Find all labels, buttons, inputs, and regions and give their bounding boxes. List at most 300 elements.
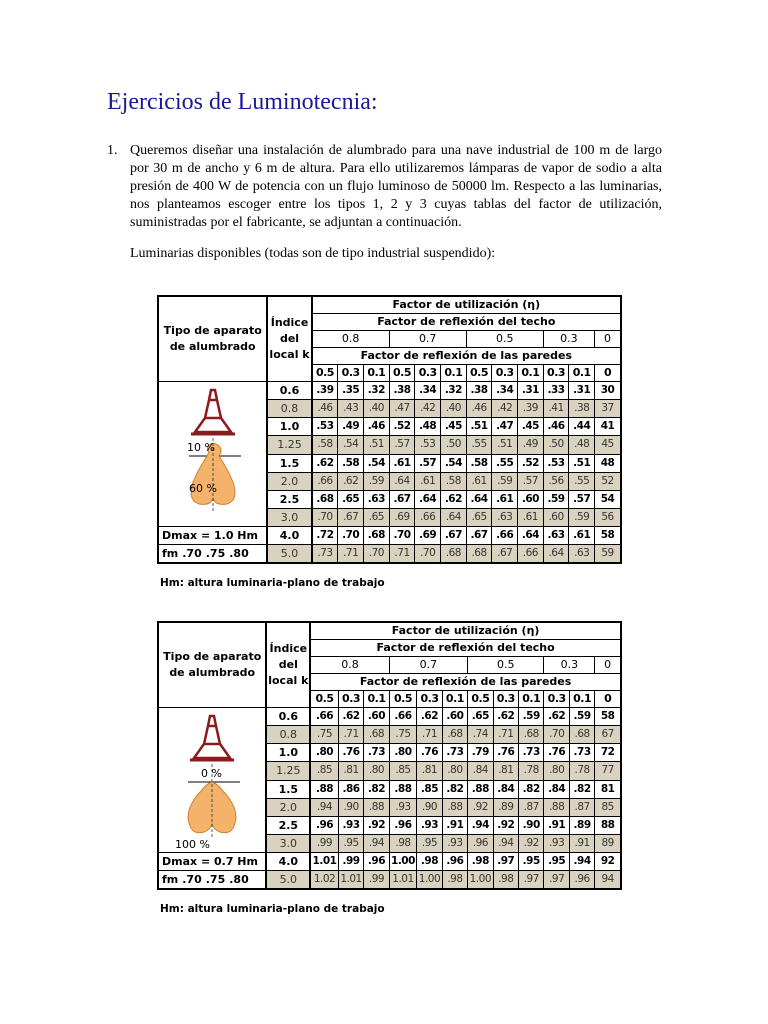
table-cell: .33 xyxy=(543,382,569,400)
k-value: 0.8 xyxy=(267,400,311,418)
table-cell: .38 xyxy=(389,382,415,400)
table-cell: .84 xyxy=(468,762,493,780)
table-cell: .76 xyxy=(338,744,363,762)
techo-value: 0.3 xyxy=(543,331,594,348)
table-cell: .61 xyxy=(389,454,415,472)
table-cell: .67 xyxy=(338,508,364,526)
table-cell: .71 xyxy=(338,545,364,564)
pared-value: 0.5 xyxy=(389,365,415,382)
pared-value: 0.3 xyxy=(492,365,518,382)
k-value: 2.5 xyxy=(266,816,310,834)
table-cell: .71 xyxy=(389,545,415,564)
table-cell: .73 xyxy=(364,744,389,762)
table-cell: .32 xyxy=(441,382,467,400)
table-cell: .95 xyxy=(544,853,569,871)
table-cell: .49 xyxy=(518,436,544,454)
table-cell: .69 xyxy=(389,508,415,526)
k-value: 0.6 xyxy=(266,708,310,726)
table-cell: .98 xyxy=(493,871,518,890)
table-cell: .93 xyxy=(389,798,417,816)
table-cell: .75 xyxy=(310,726,338,744)
table-cell: .96 xyxy=(364,853,389,871)
k-value: 5.0 xyxy=(267,545,311,564)
table-cell: .63 xyxy=(569,545,595,564)
techo-value: 0.7 xyxy=(389,657,467,674)
table-cell: .31 xyxy=(569,382,595,400)
techo-value: 0.5 xyxy=(466,331,543,348)
table-cell: .88 xyxy=(442,798,467,816)
k-value: 3.0 xyxy=(266,834,310,852)
table-cell: .74 xyxy=(468,726,493,744)
k-value: 5.0 xyxy=(266,871,310,890)
table-cell: .97 xyxy=(544,871,569,890)
table-cell: .66 xyxy=(310,708,338,726)
pared-value: 0.3 xyxy=(338,691,363,708)
pared-value: 0.5 xyxy=(310,691,338,708)
table-cell: .90 xyxy=(338,798,363,816)
table-cell: .96 xyxy=(569,871,594,890)
table-cell: .46 xyxy=(312,400,338,418)
table-cell: .95 xyxy=(519,853,544,871)
factor-utilizacion-header: Factor de utilización (η) xyxy=(312,296,621,314)
table-cell: .94 xyxy=(310,798,338,816)
table-cell: .81 xyxy=(338,762,363,780)
table-cell: .61 xyxy=(569,527,595,545)
table-cell: .39 xyxy=(312,382,338,400)
table-cell: .73 xyxy=(312,545,338,564)
table-cell: 1.00 xyxy=(389,853,417,871)
table-cell: .54 xyxy=(338,436,364,454)
table-cell: 1.01 xyxy=(338,871,363,890)
table-cell: .57 xyxy=(389,436,415,454)
table-cell: .72 xyxy=(312,527,338,545)
table-cell: .62 xyxy=(544,708,569,726)
pared-value: 0.1 xyxy=(569,365,595,382)
table-cell: .87 xyxy=(519,798,544,816)
table-footnote: Hm: altura luminaria-plano de trabajo xyxy=(160,903,385,915)
table-cell: .31 xyxy=(518,382,544,400)
table-cell: .91 xyxy=(442,816,467,834)
col-indice-header: Índice del local k xyxy=(267,296,311,382)
table-cell: .70 xyxy=(544,726,569,744)
table-cell: .66 xyxy=(518,545,544,564)
table-cell: .82 xyxy=(364,780,389,798)
table-cell: .70 xyxy=(389,527,415,545)
table-cell: .90 xyxy=(519,816,544,834)
k-value: 0.8 xyxy=(266,726,310,744)
table-cell: .62 xyxy=(312,454,338,472)
table-cell: 1.00 xyxy=(417,871,442,890)
table-cell: .53 xyxy=(312,418,338,436)
table-cell: .76 xyxy=(417,744,442,762)
table-cell: 88 xyxy=(595,816,621,834)
table-cell: .63 xyxy=(364,490,390,508)
table-cell: .45 xyxy=(518,418,544,436)
table-cell: .76 xyxy=(544,744,569,762)
col-tipo-header: Tipo de aparato de alumbrado xyxy=(158,622,266,708)
table-cell: .69 xyxy=(415,527,441,545)
table-cell: 92 xyxy=(595,853,621,871)
pared-value: 0 xyxy=(595,691,621,708)
k-value: 3.0 xyxy=(267,508,311,526)
table-cell: .70 xyxy=(415,545,441,564)
table-cell: .99 xyxy=(338,853,363,871)
table-cell: 77 xyxy=(595,762,621,780)
table-cell: .98 xyxy=(389,834,417,852)
table-cell: .38 xyxy=(466,382,492,400)
table-cell: 1.02 xyxy=(310,871,338,890)
table-cell: .67 xyxy=(389,490,415,508)
table-cell: .81 xyxy=(493,762,518,780)
table-cell: .67 xyxy=(466,527,492,545)
table-cell: .68 xyxy=(364,527,390,545)
table-cell: .73 xyxy=(569,744,594,762)
factor-paredes-header: Factor de reflexión de las paredes xyxy=(310,674,621,691)
pct-top-label: 0 % xyxy=(201,767,222,780)
table-cell: .92 xyxy=(519,834,544,852)
table-cell: .39 xyxy=(518,400,544,418)
table-cell: .54 xyxy=(441,454,467,472)
table-cell: .98 xyxy=(442,871,467,890)
table-cell: 37 xyxy=(595,400,621,418)
table-cell: .58 xyxy=(441,472,467,490)
table-cell: .40 xyxy=(441,400,467,418)
table-cell: .79 xyxy=(468,744,493,762)
fm-cell xyxy=(158,871,266,890)
pared-value: 0.1 xyxy=(569,691,594,708)
table-cell: .61 xyxy=(518,508,544,526)
table-cell: .67 xyxy=(441,527,467,545)
techo-value: 0 xyxy=(595,657,621,674)
table-cell: .48 xyxy=(415,418,441,436)
table-cell: .65 xyxy=(468,708,493,726)
table-cell: .85 xyxy=(417,780,442,798)
table-cell: 85 xyxy=(595,798,621,816)
table-cell: .59 xyxy=(364,472,390,490)
table-cell: .64 xyxy=(389,472,415,490)
table-cell: .97 xyxy=(493,853,518,871)
table-cell: .34 xyxy=(415,382,441,400)
table-cell: .65 xyxy=(364,508,390,526)
table-cell: .88 xyxy=(389,780,417,798)
table-cell: .46 xyxy=(543,418,569,436)
col-indice-header: Índice del local k xyxy=(266,622,310,708)
table-cell: .51 xyxy=(466,418,492,436)
table-cell: 1.00 xyxy=(468,871,493,890)
pared-value: 0.3 xyxy=(415,365,441,382)
table-cell: .75 xyxy=(389,726,417,744)
factor-paredes-header: Factor de reflexión de las paredes xyxy=(312,348,621,365)
pared-value: 0.1 xyxy=(519,691,544,708)
table-cell: .42 xyxy=(492,400,518,418)
table-cell: .53 xyxy=(415,436,441,454)
table-cell: 52 xyxy=(595,472,621,490)
page-title: Ejercicios de Luminotecnia: xyxy=(107,89,378,115)
table-cell: .94 xyxy=(364,834,389,852)
table-cell: .66 xyxy=(415,508,441,526)
pared-value: 0.1 xyxy=(442,691,467,708)
table-cell: .66 xyxy=(492,527,518,545)
table-cell: 30 xyxy=(595,382,621,400)
table-cell: .66 xyxy=(312,472,338,490)
fm-label: fm xyxy=(162,547,179,560)
luminaire-diagram-icon xyxy=(165,382,261,532)
table-cell: .57 xyxy=(415,454,441,472)
fm-value: .80 xyxy=(229,873,249,886)
fm-label: fm xyxy=(162,873,179,886)
utilization-table xyxy=(157,621,622,890)
table-cell: .98 xyxy=(468,853,493,871)
k-value: 1.5 xyxy=(267,454,311,472)
exercise-number: 1. xyxy=(107,143,118,158)
table-cell: .68 xyxy=(442,726,467,744)
table-cell: .45 xyxy=(441,418,467,436)
table-cell: .58 xyxy=(338,454,364,472)
table-cell: .61 xyxy=(492,490,518,508)
table-cell: .88 xyxy=(310,780,338,798)
table-cell: .38 xyxy=(569,400,595,418)
k-value: 4.0 xyxy=(267,527,311,545)
table-cell: .35 xyxy=(338,382,364,400)
table-cell: .80 xyxy=(544,762,569,780)
pared-value: 0.5 xyxy=(468,691,493,708)
table-cell: .68 xyxy=(569,726,594,744)
k-value: 2.5 xyxy=(267,490,311,508)
luminaire-cell xyxy=(158,382,267,527)
table-cell: .71 xyxy=(417,726,442,744)
table-cell: .93 xyxy=(442,834,467,852)
table-cell: .96 xyxy=(310,816,338,834)
techo-value: 0.8 xyxy=(310,657,389,674)
pared-value: 0.3 xyxy=(338,365,364,382)
table-cell: .94 xyxy=(569,853,594,871)
table-cell: .99 xyxy=(310,834,338,852)
table-cell: .66 xyxy=(389,708,417,726)
table-cell: .50 xyxy=(441,436,467,454)
table-cell: .61 xyxy=(415,472,441,490)
table-cell: .93 xyxy=(417,816,442,834)
table-cell: 54 xyxy=(595,490,621,508)
table-cell: .62 xyxy=(338,472,364,490)
table-cell: .90 xyxy=(417,798,442,816)
table-cell: 89 xyxy=(595,834,621,852)
table-cell: .92 xyxy=(468,798,493,816)
fm-value: .75 xyxy=(205,873,226,886)
table-cell: .55 xyxy=(466,436,492,454)
table-cell: .47 xyxy=(492,418,518,436)
table-cell: .41 xyxy=(543,400,569,418)
table-cell: .76 xyxy=(493,744,518,762)
table-cell: 72 xyxy=(595,744,621,762)
table-cell: 41 xyxy=(595,418,621,436)
table-cell: .47 xyxy=(389,400,415,418)
pared-value: 0.3 xyxy=(417,691,442,708)
table-cell: .70 xyxy=(338,527,364,545)
table-cell: .71 xyxy=(338,726,363,744)
table-cell: .89 xyxy=(493,798,518,816)
table-cell: .89 xyxy=(569,816,594,834)
fm-value: .75 xyxy=(205,547,226,560)
table-cell: .51 xyxy=(569,454,595,472)
table-cell: .46 xyxy=(364,418,390,436)
pct-bottom-label: 60 % xyxy=(189,482,217,495)
pared-value: 0.3 xyxy=(543,365,569,382)
factor-techo-header: Factor de reflexión del techo xyxy=(310,640,621,657)
table-cell: .91 xyxy=(569,834,594,852)
table-cell: .88 xyxy=(364,798,389,816)
table-cell: 58 xyxy=(595,527,621,545)
table-cell: .57 xyxy=(518,472,544,490)
table-cell: .68 xyxy=(466,545,492,564)
pct-bottom-label: 100 % xyxy=(175,838,210,851)
table-row xyxy=(158,545,621,564)
techo-value: 0.3 xyxy=(544,657,595,674)
table-cell: .96 xyxy=(389,816,417,834)
col-tipo-header: Tipo de aparato de alumbrado xyxy=(158,296,267,382)
techo-value: 0.7 xyxy=(389,331,466,348)
table-cell: .43 xyxy=(338,400,364,418)
table-cell: .57 xyxy=(569,490,595,508)
table-cell: .60 xyxy=(364,708,389,726)
fm-value: .70 xyxy=(182,873,202,886)
table-cell: .80 xyxy=(364,762,389,780)
table-cell: .63 xyxy=(543,527,569,545)
k-value: 1.25 xyxy=(267,436,311,454)
table-cell: .59 xyxy=(519,708,544,726)
table-cell: .40 xyxy=(364,400,390,418)
table-cell: .93 xyxy=(544,834,569,852)
table-cell: .78 xyxy=(519,762,544,780)
factor-utilizacion-header: Factor de utilización (η) xyxy=(310,622,621,640)
table-row xyxy=(158,382,621,400)
table-row xyxy=(158,871,621,890)
table-cell: .58 xyxy=(312,436,338,454)
pared-value: 0.1 xyxy=(364,691,389,708)
table-cell: .71 xyxy=(493,726,518,744)
luminaire-cell xyxy=(158,708,266,853)
factor-techo-header: Factor de reflexión del techo xyxy=(312,314,621,331)
table-cell: .80 xyxy=(389,744,417,762)
table-cell: .56 xyxy=(543,472,569,490)
table-cell: .99 xyxy=(364,871,389,890)
table-cell: .58 xyxy=(466,454,492,472)
pared-value: 0.5 xyxy=(466,365,492,382)
table-cell: .62 xyxy=(493,708,518,726)
table-cell: .82 xyxy=(442,780,467,798)
pared-value: 0.3 xyxy=(493,691,518,708)
table-cell: .64 xyxy=(466,490,492,508)
table-cell: .70 xyxy=(364,545,390,564)
table-cell: .84 xyxy=(493,780,518,798)
table-cell: .64 xyxy=(518,527,544,545)
table-cell: .82 xyxy=(569,780,594,798)
table-cell: 94 xyxy=(595,871,621,890)
table-cell: .50 xyxy=(543,436,569,454)
table-cell: .34 xyxy=(492,382,518,400)
table-cell: .85 xyxy=(389,762,417,780)
table-cell: .84 xyxy=(544,780,569,798)
pared-value: 0.5 xyxy=(312,365,338,382)
table-cell: 59 xyxy=(595,545,621,564)
table-row xyxy=(158,708,621,726)
table-cell: .60 xyxy=(442,708,467,726)
table-cell: .85 xyxy=(310,762,338,780)
pared-value: 0.5 xyxy=(389,691,417,708)
table-cell: .68 xyxy=(519,726,544,744)
techo-value: 0.8 xyxy=(312,331,390,348)
table-cell: .61 xyxy=(466,472,492,490)
table-cell: .55 xyxy=(569,472,595,490)
table-cell: 56 xyxy=(595,508,621,526)
k-value: 1.5 xyxy=(266,780,310,798)
table-cell: .68 xyxy=(312,490,338,508)
table-cell: .49 xyxy=(338,418,364,436)
table-cell: .59 xyxy=(492,472,518,490)
k-value: 0.6 xyxy=(267,382,311,400)
table-cell: .42 xyxy=(415,400,441,418)
pared-value: 0.1 xyxy=(441,365,467,382)
table-cell: 1.01 xyxy=(310,853,338,871)
dmax-cell: Dmax = 1.0 Hm xyxy=(158,527,267,545)
table-cell: .62 xyxy=(338,708,363,726)
table-cell: .53 xyxy=(543,454,569,472)
table-cell: .97 xyxy=(519,871,544,890)
fm-value: .80 xyxy=(229,547,249,560)
k-value: 2.0 xyxy=(266,798,310,816)
table-cell: .98 xyxy=(417,853,442,871)
table-cell: .81 xyxy=(417,762,442,780)
table-cell: .60 xyxy=(543,508,569,526)
techo-value: 0 xyxy=(595,331,621,348)
table-cell: .92 xyxy=(493,816,518,834)
fm-cell xyxy=(158,545,267,564)
table-cell: .92 xyxy=(364,816,389,834)
table-cell: .65 xyxy=(338,490,364,508)
table-cell: 58 xyxy=(595,708,621,726)
table-cell: .80 xyxy=(442,762,467,780)
table-cell: .44 xyxy=(569,418,595,436)
table-cell: .87 xyxy=(569,798,594,816)
table-cell: .64 xyxy=(543,545,569,564)
table-cell: .94 xyxy=(493,834,518,852)
table-cell: .59 xyxy=(569,708,594,726)
table-cell: .46 xyxy=(466,400,492,418)
table-cell: .91 xyxy=(544,816,569,834)
table-cell: .64 xyxy=(441,508,467,526)
table-cell: .96 xyxy=(442,853,467,871)
table-cell: .68 xyxy=(441,545,467,564)
table-cell: .54 xyxy=(364,454,390,472)
pared-value: 0.1 xyxy=(364,365,390,382)
table-cell: .55 xyxy=(492,454,518,472)
table-cell: .62 xyxy=(417,708,442,726)
table-cell: .65 xyxy=(466,508,492,526)
table-cell: .64 xyxy=(415,490,441,508)
table-cell: .67 xyxy=(492,545,518,564)
table-cell: .96 xyxy=(468,834,493,852)
table-cell: .94 xyxy=(468,816,493,834)
table-cell: 81 xyxy=(595,780,621,798)
table-cell: .86 xyxy=(338,780,363,798)
table-cell: .63 xyxy=(492,508,518,526)
table-cell: .60 xyxy=(518,490,544,508)
techo-value: 0.5 xyxy=(468,657,544,674)
table-cell: .62 xyxy=(441,490,467,508)
table-cell: .59 xyxy=(543,490,569,508)
k-value: 2.0 xyxy=(267,472,311,490)
table-footnote: Hm: altura luminaria-plano de trabajo xyxy=(160,577,385,589)
table-cell: .70 xyxy=(312,508,338,526)
